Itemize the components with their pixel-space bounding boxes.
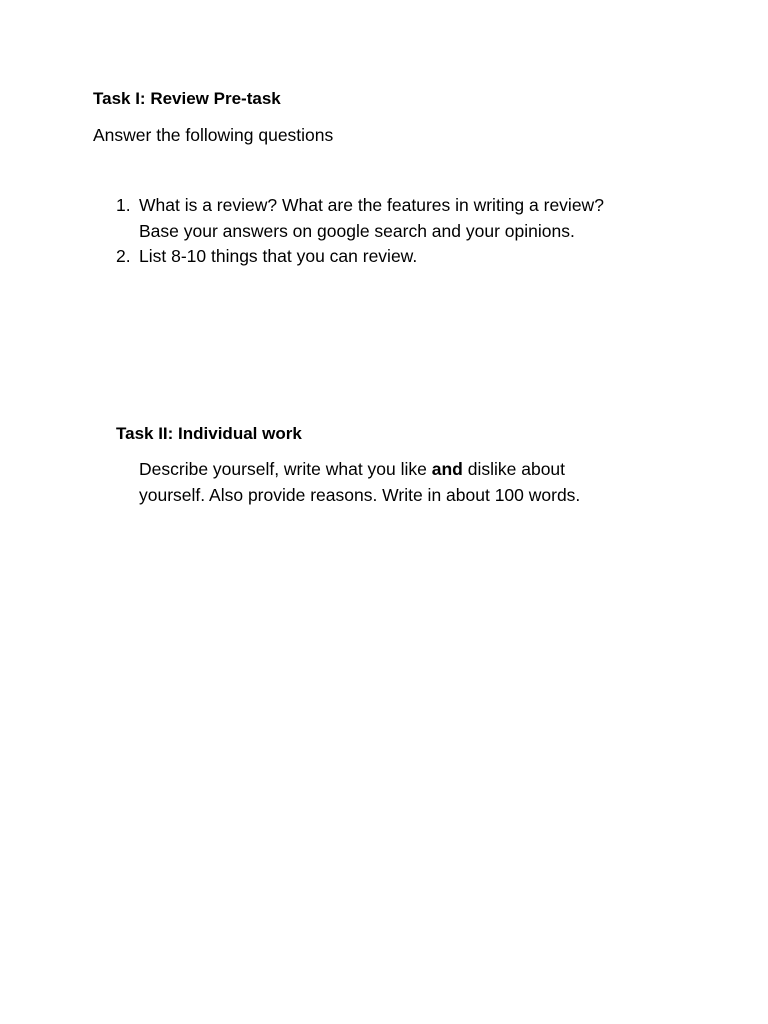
question-item-1 (0, 193, 768, 244)
question-number: 2. (116, 246, 131, 266)
task2-body-line (139, 456, 580, 482)
task2-heading: Task II: Individual work (116, 424, 302, 443)
question-list (0, 193, 768, 270)
question-text (139, 193, 699, 244)
question-number: 1. (116, 195, 131, 215)
task2-body-line: yourself. Also provide reasons. Write in about 100 words. (139, 485, 581, 505)
question-text (139, 244, 699, 270)
question-item-2 (0, 244, 768, 270)
task2-body-text: Describe yourself, write what you like (139, 459, 432, 479)
question-line: Base your answers on google search and your opinions. (139, 220, 575, 241)
task2-body-emphasis: and (431, 459, 463, 479)
task1-instruction: Answer the following questions (93, 125, 334, 145)
task2-body (139, 456, 580, 508)
question-line: What is a review? What are the features in writing a review? (139, 195, 604, 215)
question-line: List 8-10 things that you can review. (139, 246, 418, 266)
task1-heading: Task I: Review Pre-task (93, 89, 281, 108)
task2-body-text: dislike about (462, 459, 566, 479)
